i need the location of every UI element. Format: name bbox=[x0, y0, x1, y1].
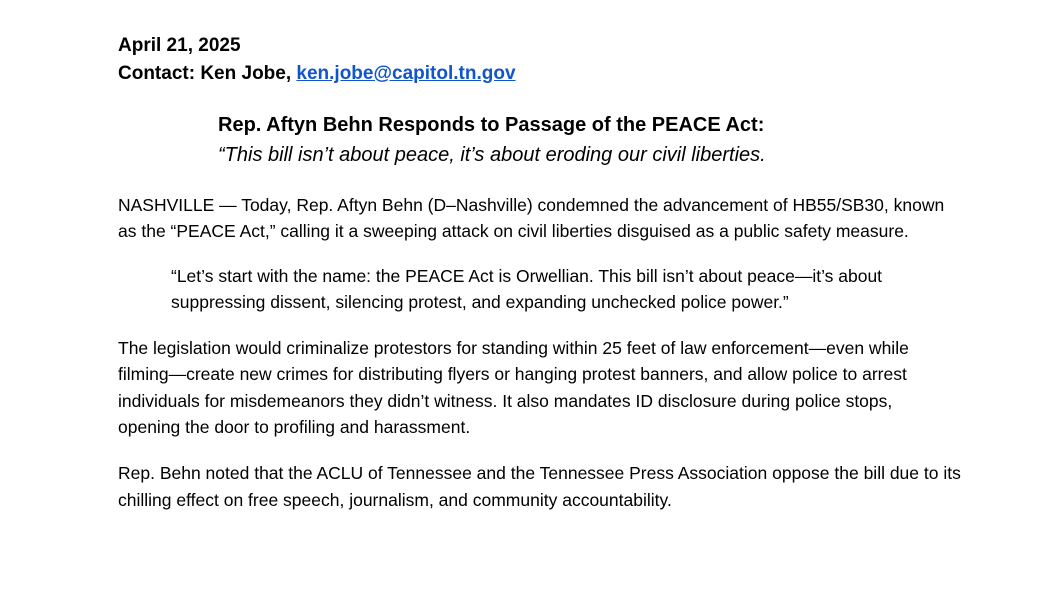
release-date: April 21, 2025 bbox=[118, 35, 241, 56]
headline-subtitle: “This bill isn’t about peace, it’s about eroding our civil liberties. bbox=[218, 144, 766, 166]
press-release bbox=[118, 32, 978, 513]
headline-title: Rep. Aftyn Behn Responds to Passage of the PEACE Act: bbox=[218, 114, 765, 136]
headline-block bbox=[218, 110, 978, 170]
contact-label: Contact: Ken Jobe, bbox=[118, 63, 297, 84]
contact-line bbox=[118, 60, 978, 88]
paragraph-intro: NASHVILLE — Today, Rep. Aftyn Behn (D–Nashville) condemned the advancement of HB55/SB30, known as the “PEACE Act,” calling it a sweeping attack on civil liberties disguised as a public safety measure. bbox=[118, 195, 945, 242]
paragraph-legislation: The legislation would criminalize protestors for standing within 25 feet of law enforcement—even while filming—create new crimes for distributing flyers or hanging protest banners, and allow police to arrest individuals for misdemeanors they didn’t witness. It also mandates ID disclosure during police stops, opening the door to profiling and harassment. bbox=[118, 338, 909, 438]
contact-email-link[interactable]: ken.jobe@capitol.tn.gov bbox=[296, 63, 516, 84]
paragraph-opposition: Rep. Behn noted that the ACLU of Tennessee and the Tennessee Press Association oppose the bill due to its chilling effect on free speech, journalism, and community accountability. bbox=[118, 463, 961, 510]
block-quote: “Let’s start with the name: the PEACE Act is Orwellian. This bill isn’t about peace—it’s about suppressing dissent, silencing protest, and expanding unchecked police power.” bbox=[171, 265, 883, 312]
